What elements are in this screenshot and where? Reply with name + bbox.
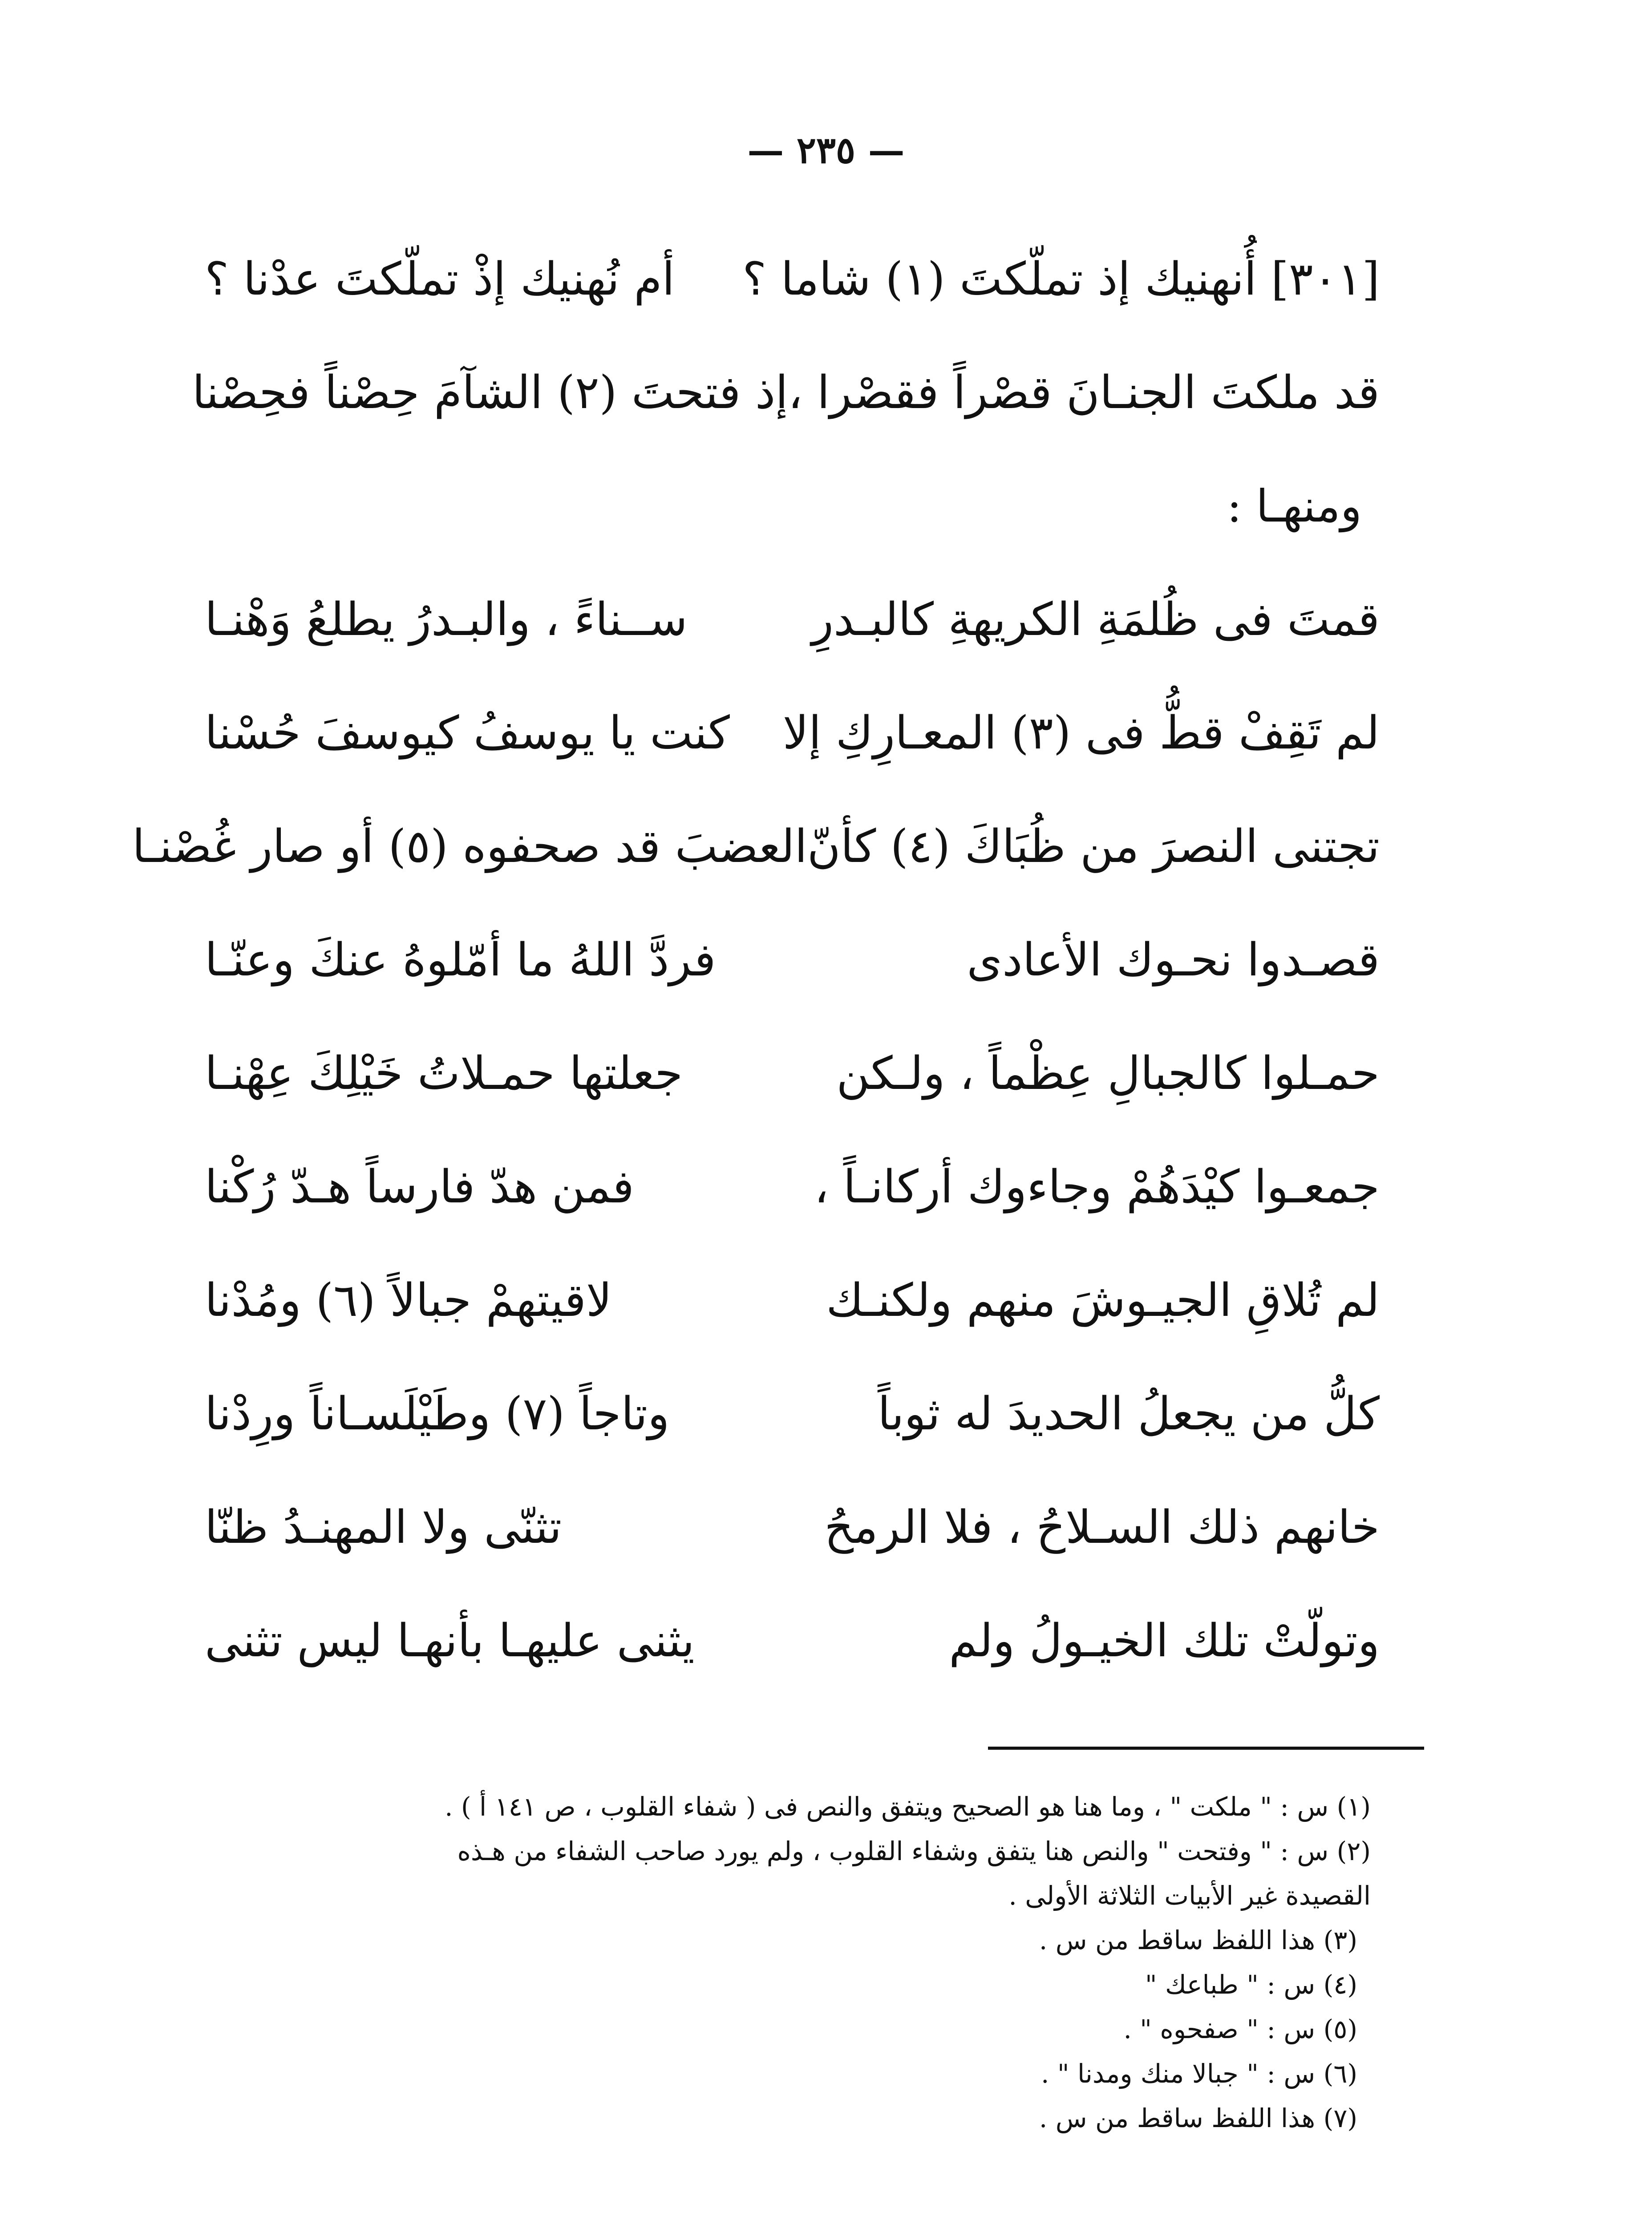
verse-line: [205, 676, 1380, 790]
footnotes: [209, 1784, 1375, 2140]
verse-second-hemistich: تثنّى ولا المهنـدُ ظنّا: [205, 1501, 562, 1554]
verse-line: [205, 1130, 1380, 1244]
verse-second-hemistich: فردَّ اللهُ ما أمّلوهُ عنكَ وعنّـا: [205, 934, 716, 987]
verse-line: [205, 1244, 1380, 1357]
verse-second-hemistich: فمن هدّ فارساً هـدّ رُكْنا: [205, 1161, 634, 1214]
verse-first-hemistich: حمـلوا كالجبالِ عِظْماً ، ولـكن: [836, 1047, 1380, 1100]
verse-line: [205, 1017, 1380, 1130]
verse-first-hemistich: كلُّ من يجعلُ الحديدَ له ثوباً: [878, 1388, 1380, 1440]
verse-line: [205, 1584, 1380, 1698]
verse-first-hemistich: تجتنى النصرَ من ظُبَاكَ (٤) كأنّ: [807, 820, 1380, 873]
verse-line: [192, 336, 1380, 449]
verse-first-hemistich: قد ملكتَ الجنـانَ قصْراً فقصْرا ،: [788, 366, 1380, 419]
verse-line: [205, 563, 1380, 676]
verse-line: [205, 222, 1380, 336]
verse-line: [205, 1357, 1380, 1471]
verse-second-hemistich: جعلتها حمـلاتُ خَيْلِكَ عِهْنـا: [205, 1047, 683, 1100]
footnote: (٢) س : " وفتحت " والنص هنا يتفق وشفاء القلوب ، ولم يورد صاحب الشفاء من هـذه: [457, 1836, 1371, 1866]
verse-second-hemistich: كنت يا يوسفُ كيوسفَ حُسْنا: [205, 707, 730, 760]
verse-second-hemistich: ســناءً ، والبـدرُ يطلعُ وَهْنـا: [205, 593, 688, 646]
poem: [132, 222, 1380, 1698]
verse-first-hemistich: لم تَقِفْ قطُّ فى (٣) المعـارِكِ إلا: [782, 707, 1380, 760]
verse-line: [205, 1471, 1380, 1584]
verse-first-hemistich: قمتَ فى ظُلمَةِ الكريهةِ كالبـدرِ: [811, 593, 1380, 646]
section-label: ومنهـا :: [1227, 480, 1362, 532]
verse-first-hemistich: قصـدوا نحـوك الأعادى: [967, 934, 1380, 987]
verse-second-hemistich: أم نُهنيك إذْ تملّكتَ عدْنا ؟: [205, 253, 675, 306]
footnote: (٧) هذا اللفظ ساقط من س .: [1039, 2103, 1357, 2133]
footnote: (٥) س : " صفحوه " .: [1123, 2014, 1357, 2044]
footnote: (٣) هذا اللفظ ساقط من س .: [1039, 1925, 1357, 1955]
verse-first-hemistich: لم تُلاقِ الجيـوشَ منهم ولكنـك: [826, 1274, 1380, 1327]
footnote: (١) س : " ملكت " ، وما هنا هو الصحيح ويتفق والنص فى ( شفاء القلوب ، ص ١٤١ أ ) .: [445, 1792, 1371, 1822]
verse-line: [132, 790, 1380, 903]
footnote: (٤) س : " طباعك ": [1145, 1970, 1357, 2000]
verse-second-hemistich: لاقيتهمْ جبالاً (٦) ومُدْنا: [205, 1274, 612, 1327]
verse-second-hemistich: إذ فتحتَ (٢) الشآمَ حِصْناً فحِصْنا: [192, 366, 788, 419]
verse-line: [205, 903, 1380, 1017]
verse-first-hemistich: خانهم ذلك السـلاحُ ، فلا الرمحُ: [824, 1501, 1380, 1554]
verse-second-hemistich: العضبَ قد صحفوه (٥) أو صار غُصْنـا: [132, 820, 807, 873]
page-number: — ٢٣٥ —: [747, 129, 905, 172]
footnote: (٦) س : " جبالا منك ومدنا " .: [1041, 2059, 1357, 2089]
footnote-continuation: القصيدة غير الأبيات الثلاثة الأولى .: [1008, 1881, 1371, 1911]
footnote-divider: [988, 1747, 1424, 1750]
verse-second-hemistich: وتاجاً (٧) وطَيْلَسـاناً ورِدْنا: [205, 1388, 670, 1440]
verse-first-hemistich: جمعـوا كيْدَهُمْ وجاءوك أركانـاً ،: [814, 1161, 1380, 1214]
verse-first-hemistich: وتولّتْ تلك الخيـولُ ولم: [949, 1614, 1380, 1667]
verse-first-hemistich: [٣٠١] أُنهنيك إذ تملّكتَ (١) شاما ؟: [742, 253, 1380, 306]
verse-second-hemistich: يثنى عليهـا بأنهـا ليس تثنى: [205, 1614, 695, 1667]
